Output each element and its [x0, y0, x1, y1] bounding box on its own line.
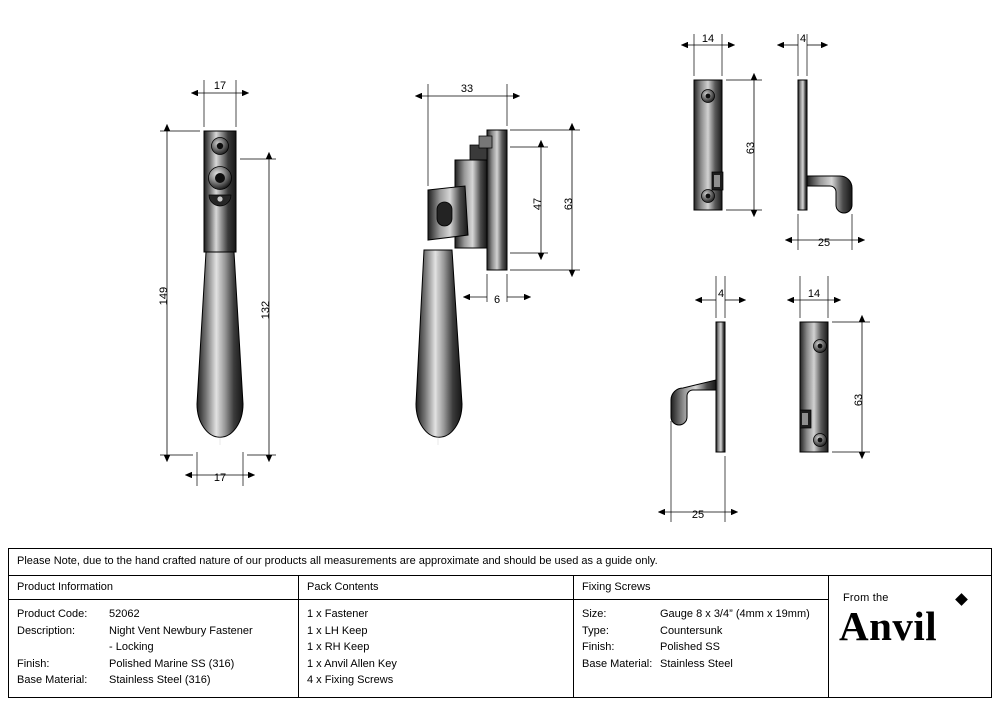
description-value: Night Vent Newbury Fastener [109, 624, 253, 637]
finish-row [17, 656, 290, 673]
screw-type-row [582, 623, 820, 640]
dim-side-width: 33 [460, 83, 474, 95]
dim-front-width-top: 17 [213, 80, 227, 92]
product-code-row [17, 606, 290, 623]
product-information-column [9, 576, 299, 697]
screw-size-value: Gauge 8 x 3/4” (4mm x 19mm) [660, 608, 810, 620]
dim-keep-bottom-plate-thickness: 4 [717, 288, 725, 300]
dim-front-body-height: 132 [260, 300, 272, 320]
screw-base-material-row [582, 656, 820, 673]
dim-side-plate-thickness: 6 [493, 294, 501, 306]
pack-contents-item: 1 x Fastener [307, 608, 369, 620]
keep-bottom-dimensions [665, 276, 870, 522]
front-view [197, 131, 243, 445]
finish-label: Finish: [17, 657, 50, 670]
keep-top-side-view [798, 80, 852, 213]
screw-base-material-value: Stainless Steel [660, 657, 733, 670]
dim-keep-top-plate-thickness: 4 [799, 33, 807, 45]
pack-contents-column [299, 576, 574, 697]
brand-logo-column [829, 576, 991, 697]
base-material-row [17, 672, 290, 689]
dim-keep-bottom-depth: 25 [691, 509, 705, 521]
dim-front-width-bottom: 17 [213, 472, 227, 484]
pack-contents-item: 4 x Fixing Screws [307, 674, 394, 686]
dim-front-overall-height: 149 [158, 286, 170, 306]
dim-keep-bottom-width: 14 [807, 288, 821, 300]
screw-finish-row [582, 639, 820, 656]
screw-finish-value: Polished SS [660, 641, 720, 653]
fixing-screws-column [574, 576, 829, 697]
dim-keep-top-width: 14 [701, 33, 715, 45]
screw-finish-label: Finish: [582, 641, 615, 653]
description-row-continued [17, 639, 290, 656]
product-information-table [8, 548, 992, 698]
logo-top-text: From the [843, 592, 889, 604]
description-label-blank [17, 639, 109, 656]
pack-contents-item: 1 x RH Keep [307, 641, 370, 653]
side-view [416, 130, 507, 445]
screw-size-label: Size: [582, 608, 607, 620]
dim-keep-bottom-height: 63 [853, 393, 865, 407]
finish-value: Polished Marine SS (316) [109, 657, 235, 670]
logo-main-text: Anvil [839, 603, 938, 649]
diamond-icon [955, 593, 968, 606]
measurement-note: Please Note, due to the hand crafted nature of our products all measurements are approximate and should be used as a guide only. [9, 549, 991, 576]
pack-contents-item: 1 x LH Keep [307, 624, 368, 637]
dim-side-total-height: 63 [563, 197, 575, 211]
screw-size-row [582, 606, 820, 623]
product-code-value: 52062 [109, 608, 140, 620]
dim-side-lock-height: 47 [532, 197, 544, 211]
keep-top-front-view [694, 80, 723, 210]
screw-base-material-label: Base Material: [582, 657, 653, 670]
keep-bottom-side-view [671, 322, 725, 452]
dim-keep-top-depth: 25 [817, 237, 831, 249]
description-row [17, 623, 290, 640]
base-material-value: Stainless Steel (316) [109, 674, 211, 686]
keep-bottom-front-view [800, 322, 828, 452]
pack-contents-header: Pack Contents [299, 576, 573, 600]
pack-contents-item: 1 x Anvil Allen Key [307, 657, 397, 670]
fixing-screws-header: Fixing Screws [574, 576, 828, 600]
product-information-header: Product Information [9, 576, 298, 600]
product-code-label: Product Code: [17, 608, 88, 620]
screw-type-value: Countersunk [660, 624, 723, 637]
base-material-label: Base Material: [17, 674, 88, 686]
description-label: Description: [17, 624, 76, 637]
screw-type-label: Type: [582, 624, 609, 637]
description-value-continued: - Locking [109, 641, 154, 653]
dim-keep-top-height: 63 [745, 141, 757, 155]
